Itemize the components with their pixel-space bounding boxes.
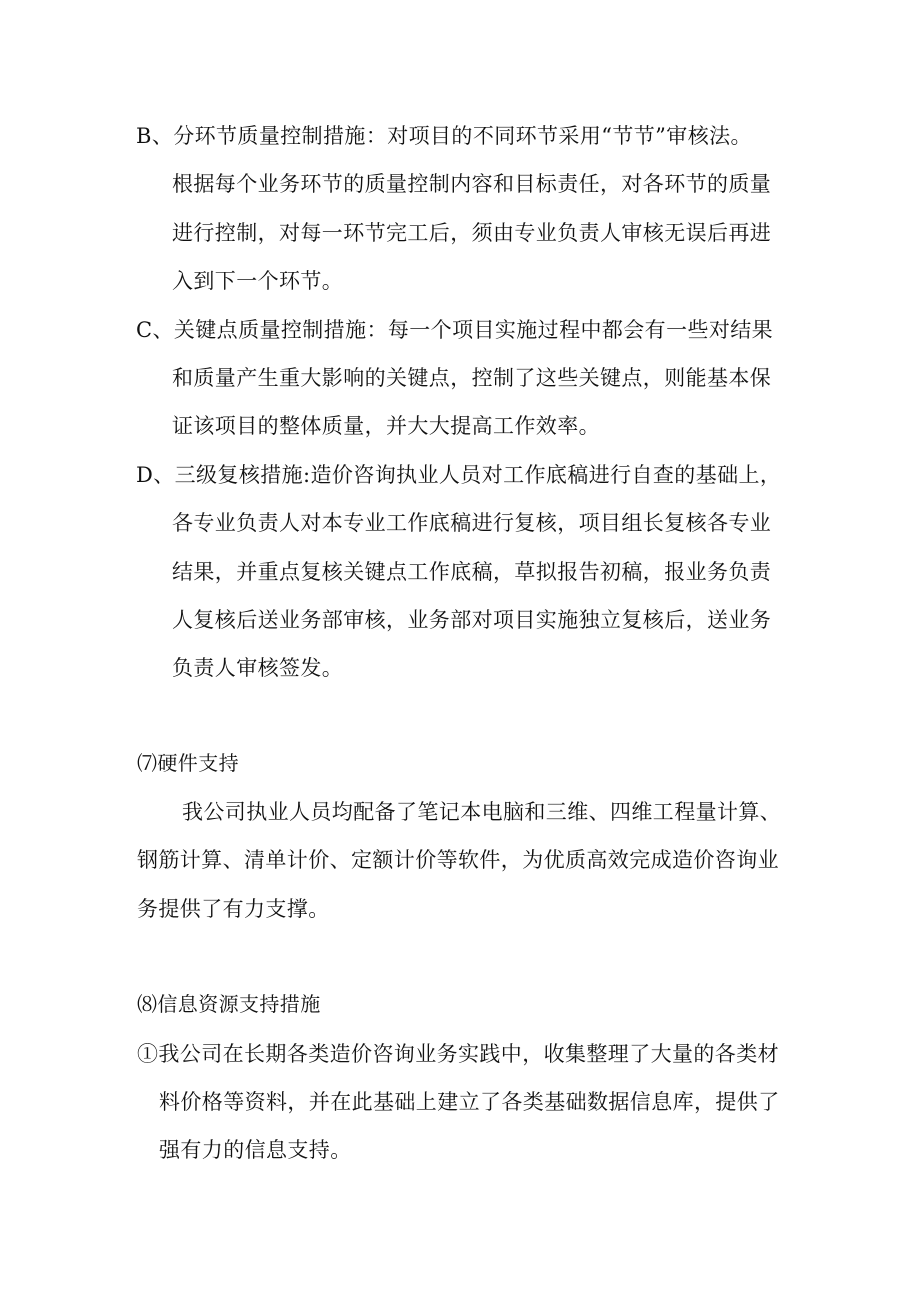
paragraph-line: 我公司执业人员均配备了笔记本电脑和三维、四维工程量计算、 <box>182 800 782 824</box>
paragraph-line: 进行控制，对每一环节完工后，须由专业负责人审核无误后再进 <box>172 221 772 245</box>
paragraph-line: 强有力的信息支持。 <box>159 1138 352 1162</box>
paragraph-line: 负责人审核签发。 <box>172 656 344 680</box>
paragraph-line: 钢筋计算、清单计价、定额计价等软件，为优质高效完成造价咨询业 <box>137 848 779 872</box>
paragraph-line: D、三级复核措施:造价咨询执业人员对工作底稿进行自查的基础上， <box>136 463 782 487</box>
paragraph-line: 根据每个业务环节的质量控制内容和目标责任，对各环节的质量 <box>172 172 772 196</box>
paragraph-line: 各专业负责人对本专业工作底稿进行复核，项目组长复核各专业 <box>172 511 772 535</box>
paragraph-line: 和质量产生重大影响的关键点，控制了这些关键点，则能基本保 <box>172 366 772 390</box>
paragraph-line: B、分环节质量控制措施：对项目的不同环节采用“节节”审核法。 <box>136 124 752 148</box>
section-heading: ⑻信息资源支持措施 <box>137 992 321 1016</box>
paragraph-line: 结果，并重点复核关键点工作底稿，草拟报告初稿，报业务负责 <box>172 560 772 584</box>
paragraph-line: 务提供了有力支撑。 <box>137 897 330 921</box>
paragraph-line: 证该项目的整体质量，并大大提高工作效率。 <box>172 414 600 438</box>
paragraph-line: 人复核后送业务部审核，业务部对项目实施独立复核后，送业务 <box>172 608 772 632</box>
paragraph-line: 料价格等资料，并在此基础上建立了各类基础数据信息库，提供了 <box>159 1090 780 1114</box>
section-heading: ⑺硬件支持 <box>137 751 239 775</box>
paragraph-line: ①我公司在长期各类造价咨询业务实践中，收集整理了大量的各类材 <box>137 1042 779 1066</box>
paragraph-line: 入到下一个环节。 <box>172 269 344 293</box>
paragraph-line: C、关键点质量控制措施：每一个项目实施过程中都会有一些对结果 <box>136 318 774 342</box>
